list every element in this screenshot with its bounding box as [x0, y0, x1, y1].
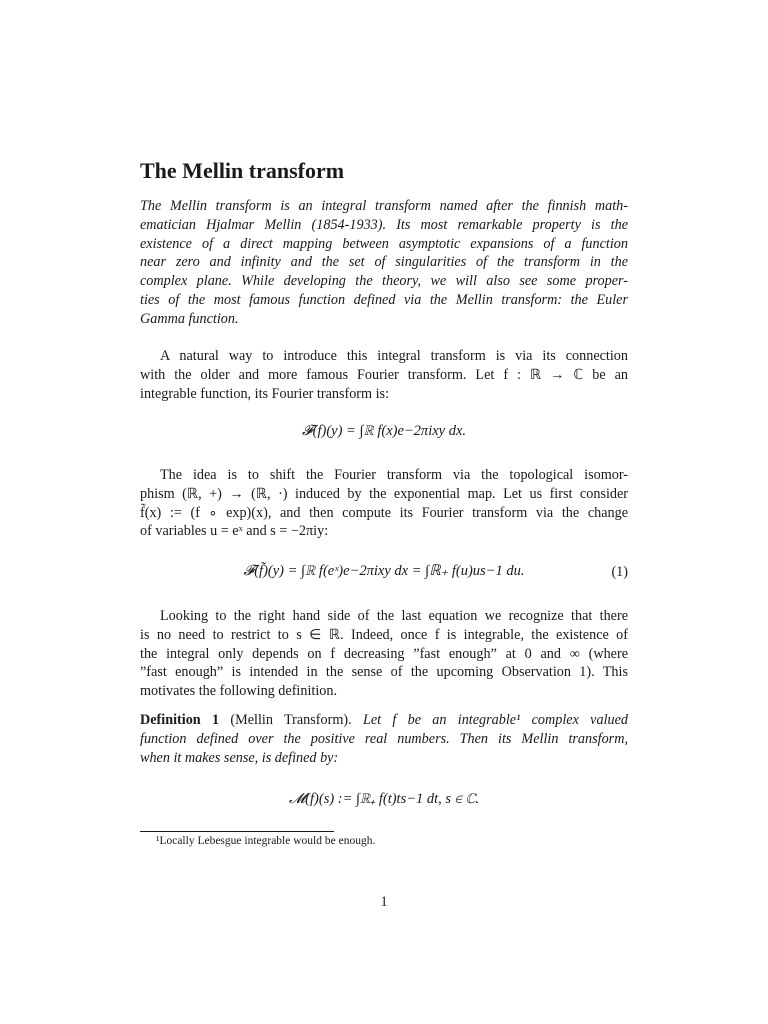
paragraph-line: Looking to the right hand side of the last equation we recognize that there: [160, 608, 628, 624]
footnote-rule: [140, 831, 334, 832]
page-number: 1: [380, 894, 388, 910]
equation-mellin: 𝓜(f)(s) := ∫ℝ₊ f(t)ts−1 dt, s ∈ ℂ.: [288, 791, 480, 807]
abstract-line: The Mellin transform is an integral transform named after the finnish math-: [140, 198, 628, 214]
paragraph-line: The idea is to shift the Fourier transform via the topological isomor-: [160, 467, 628, 483]
paragraph-isomorphism: [140, 466, 628, 541]
abstract-line: complex plane. While developing the theory, we will also see some proper-: [140, 273, 628, 290]
abstract-line: ematician Hjalmar Mellin (1854-1933). Its most remarkable property is the: [140, 216, 628, 233]
paragraph-line: motivates the following definition.: [140, 683, 338, 700]
equation-fourier: 𝓕(f)(y) = ∫ℝ f(x)e−2πixy dx.: [301, 423, 467, 439]
paragraph-line: integrable function, its Fourier transform is:: [140, 385, 390, 402]
footnote: ¹Locally Lebesgue integrable would be enough.: [156, 835, 376, 847]
abstract-line: Gamma function.: [140, 310, 239, 327]
definition-line: function defined over the positive real numbers. Then its Mellin transform,: [140, 730, 628, 747]
paragraph-line: f̃(x) := (f ∘ exp)(x), and then compute its Fourier transform via the change: [140, 504, 628, 521]
equation-shift: 𝓕(f̃)(y) = ∫ℝ f(eˣ)e−2πixy dx = ∫ℝ₊ f(u)us−1 du.: [243, 563, 525, 579]
paragraph-line: the integral only depends on f decreasing ”fast enough” at 0 and ∞ (where: [140, 645, 628, 662]
definition-heading: Definition 1: [140, 712, 220, 728]
paragraph-line: is no need to restrict to s ∈ ℝ. Indeed, once f is integrable, the existence of: [140, 626, 628, 643]
paragraph-line: A natural way to introduce this integral transform is via its connection: [160, 348, 628, 364]
abstract-line: existence of a direct mapping between asymptotic expansions of a function: [140, 235, 628, 252]
paragraph-line: with the older and more famous Fourier transform. Let f : ℝ → ℂ be an: [140, 366, 628, 383]
paragraph-motivation: [140, 607, 628, 701]
abstract-line: ties of the most famous function defined via the Mellin transform: the Euler: [140, 291, 628, 308]
definition-block: [140, 711, 628, 767]
abstract-line: near zero and infinity and the set of singularities of the transform in the: [140, 254, 628, 271]
page-title: The Mellin transform: [140, 158, 345, 183]
paragraph-line: of variables u = eˣ and s = −2πiy:: [140, 523, 329, 540]
paragraph-intro: [140, 347, 628, 403]
paragraph-line: phism (ℝ, +) → (ℝ, ·) induced by the exponential map. Let us first consider: [140, 485, 628, 502]
definition-name: (Mellin Transform).: [230, 712, 352, 728]
abstract: [140, 197, 628, 329]
equation-number: (1): [611, 564, 628, 580]
definition-line: [140, 711, 628, 730]
paragraph-line: ”fast enough” is intended in the sense of the upcoming Observation 1). This: [140, 664, 628, 681]
definition-line: when it makes sense, is defined by:: [140, 749, 339, 766]
definition-text: Let f be an integrable¹ complex valued: [362, 712, 629, 728]
